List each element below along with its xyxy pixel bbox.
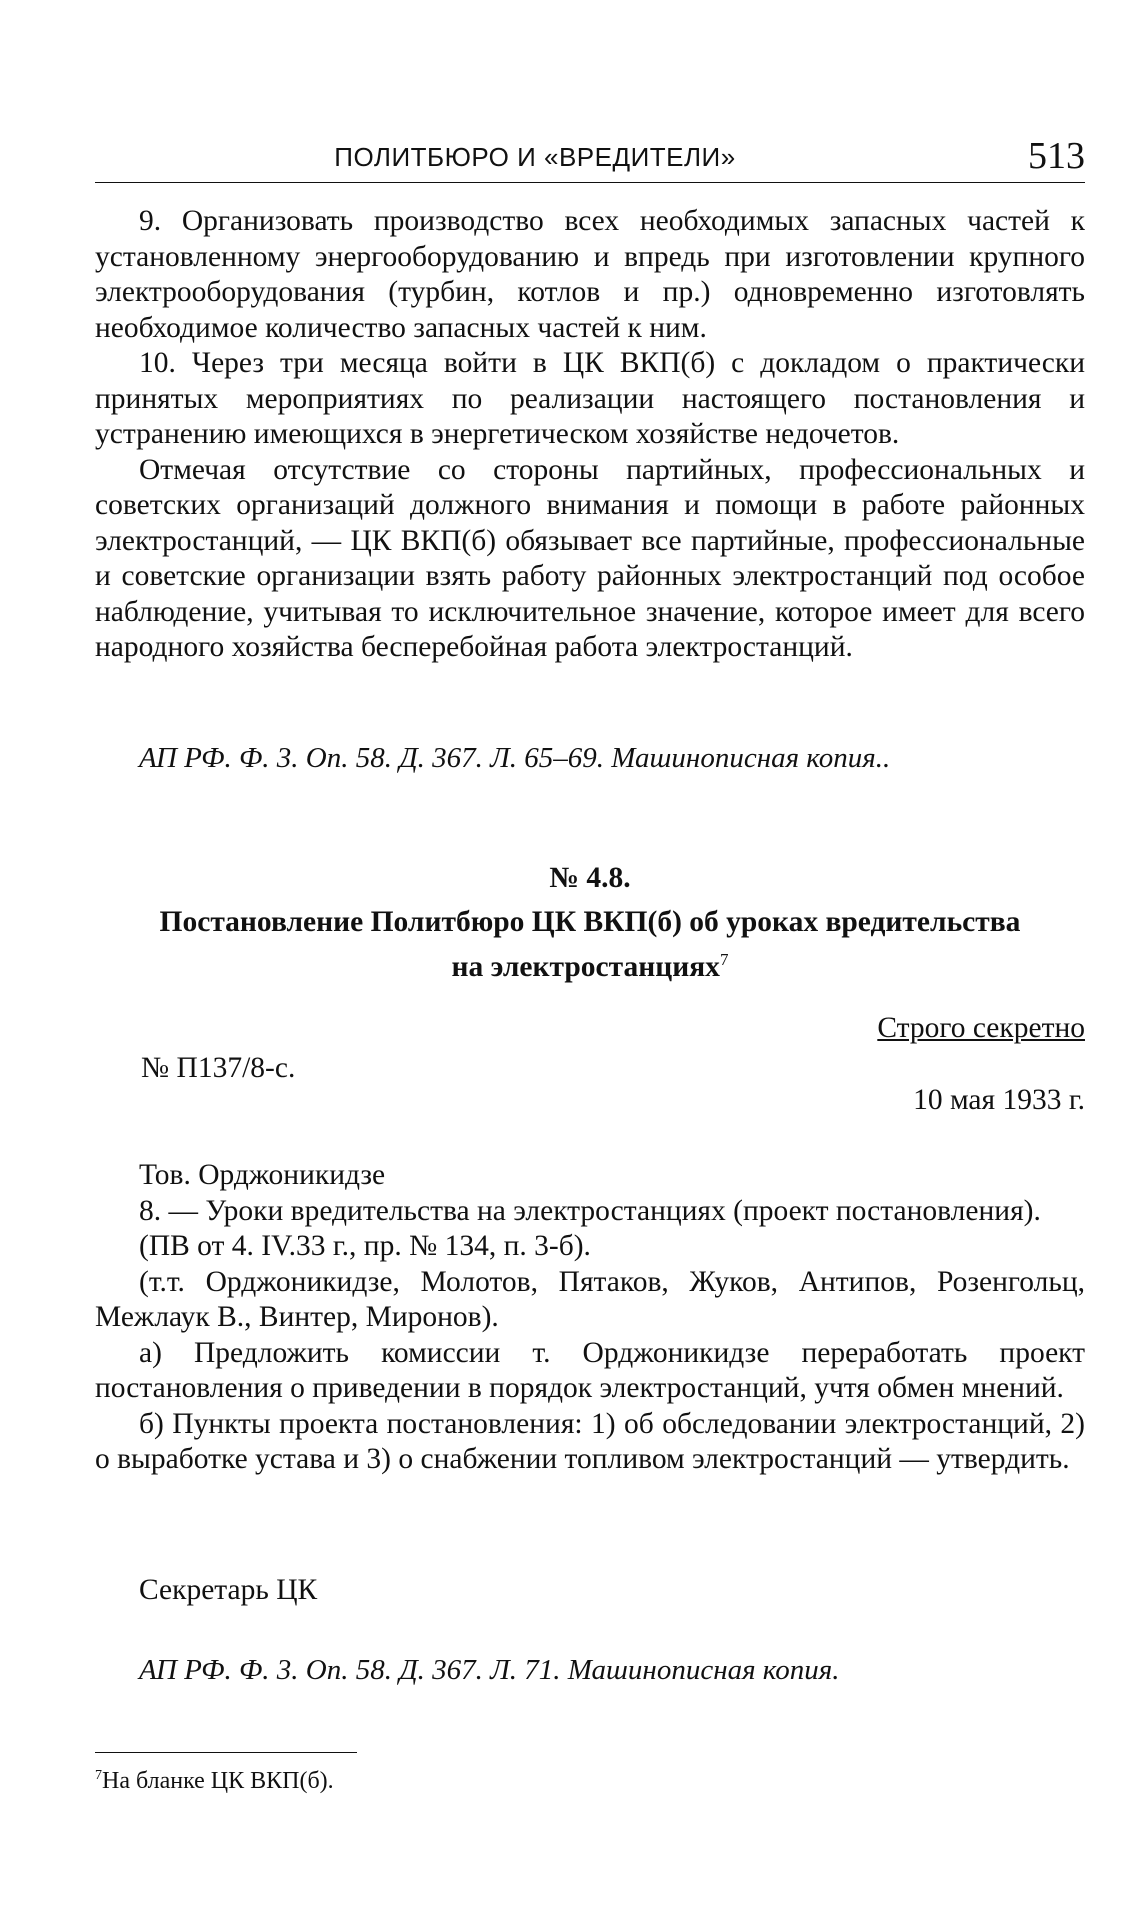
reference-line: (ПВ от 4. IV.33 г., пр. № 134, п. 3-б).: [139, 1230, 591, 1262]
signature-line: Секретарь ЦК: [139, 1574, 318, 1606]
running-title: ПОЛИТБЮРО И «ВРЕДИТЕЛИ»: [334, 142, 736, 172]
decision-b: б) Пункты проекта постановления: 1) об обследовании электростанций, 2) о выработке устава и 3) о снабжении топливом электростанций — утвердить.: [95, 1407, 1085, 1475]
addressee: Тов. Орджоникидзе: [139, 1159, 386, 1191]
footnote-mark: 7: [95, 1768, 102, 1783]
top-source-block: [95, 740, 1085, 776]
top-section: [95, 204, 1085, 666]
document-date: 10 мая 1933 г.: [913, 1084, 1085, 1116]
paragraph-item-10: 10. Через три месяца войти в ЦК ВКП(б) с докладом о практически принятых мероприятиях по реализации настоящего постановления и устранению имеющихся в энергетическом хозяйстве недочетов.: [95, 347, 1085, 450]
page-number: 513: [1028, 135, 1085, 177]
document-title-line-2: на электростанциях: [451, 950, 720, 983]
running-head: [95, 132, 1085, 183]
archive-source-2: АП РФ. Ф. 3. Оп. 58. Д. 367. Л. 71. Машинописная копия.: [139, 1654, 840, 1686]
agenda-item: 8. — Уроки вредительства на электростанциях (проект постановления).: [139, 1194, 1041, 1227]
document-body: [95, 1158, 1085, 1478]
paragraph-item-9: 9. Организовать производство всех необходимых запасных частей к установленному энергооборудованию и впредь при изготовлении крупного электрооборудования (турбин, котлов и пр.) одновременно изготовлять необходимое количество запасных частей к ним.: [95, 205, 1085, 344]
footnote-divider: [95, 1752, 357, 1753]
registry-number: № П137/8-с.: [141, 1052, 296, 1084]
document-number: № 4.8.: [549, 862, 631, 894]
bottom-source-block: [95, 1652, 1085, 1688]
archive-source-1: АП РФ. Ф. 3. Оп. 58. Д. 367. Л. 65–69. Машинописная копия..: [139, 742, 891, 774]
classification-stamp: Строго секретно: [877, 1012, 1085, 1044]
decision-a: а) Предложить комиссии т. Орджоникидзе переработать проект постановления о приведении в порядок электростанций, учтя обмен мнений.: [95, 1336, 1085, 1404]
footnote: [95, 1768, 334, 1795]
document-title: [95, 904, 1085, 986]
participants-line: (т.т. Орджоникидзе, Молотов, Пятаков, Жуков, Антипов, Розенгольц, Межлаук В., Винтер, Миронов).: [95, 1265, 1085, 1333]
footnote-text: На бланке ЦК ВКП(б).: [102, 1768, 334, 1794]
paragraph-conclusion: Отмечая отсутствие со стороны партийных, профессиональных и советских организаций должного внимания и помощи в работе районных электростанций, — ЦК ВКП(б) обязывает все партийные, профессиональные и советские организации взять работу районных электростанций под особое наблюдение, учитывая то исключительное значение, которое имеет для всего народного хозяйства бесперебойная работа электростанций.: [95, 453, 1085, 663]
document-title-line-1: Постановление Политбюро ЦК ВКП(б) об уроках вредительства: [159, 906, 1021, 938]
footnote-reference: 7: [719, 950, 729, 969]
